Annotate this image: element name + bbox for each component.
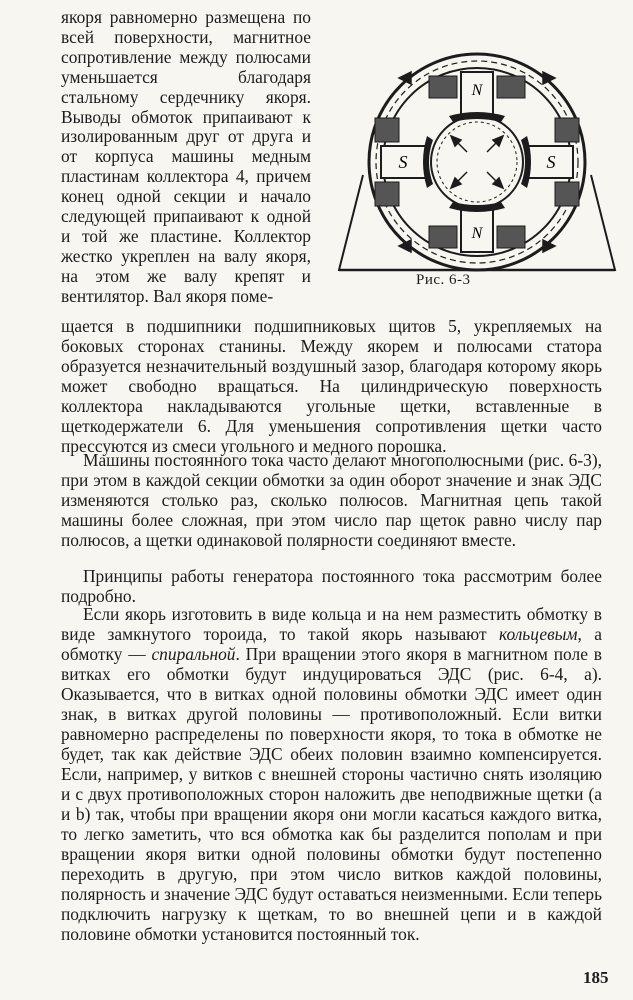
p4-part-c: . При вращении этого якоря в магнитном поле в витках его обмотки будут индуцироваться ЭДС (рис. 6-4, а). Оказывается, что в витках одной половины обмотки ЭДС имеет один знак, в витках другой половины — противоположный. Если витки равномерно распределены по поверхности якоря, то тока в обмотке не будет, так как действие ЭДС обеих половин взаимно компенсируется. Если, например, у витков с внешней стороны частично снять изоляцию и с двух противоположных сторон наложить две неподвижные щетки (а и b) так, чтобы при вращении якоря они могли касаться каждого витка, то легко заметить, что вся обмотка как бы разделится пополам и при вращении якоря витки одной половины обмотки будут постепенно переходить в другую, при этом число витков каждой половины, полярность и значение ЭДС будут оставаться неизменными. Если теперь подключить нагрузку к щеткам, то во внешней цепи и в каждой половине обмотки установится постоянный ток. (61, 644, 602, 944)
term-spiral: спиральной (151, 644, 236, 664)
p4-part-a: Если якорь изготовить в виде кольца и на нем разместить обмотку в виде замкнутого тороида, то такой якорь называют (61, 604, 602, 644)
figure-caption: Рис. 6-3 (416, 272, 471, 288)
pole-label-left: S (398, 152, 408, 172)
pole-bottom (429, 202, 525, 252)
pole-label-top: N (471, 82, 483, 99)
multipole-machine-diagram (333, 40, 621, 290)
rotor (431, 116, 523, 208)
pole-top (429, 72, 525, 122)
pole-label-right: S (546, 152, 556, 172)
p4-part-b: , а обмотку — (61, 624, 602, 664)
paragraph-3-text: Принципы работы генератора постоянного тока рассмотрим более подробно. (61, 566, 602, 606)
figure-6-3 (333, 40, 621, 290)
pole-right (521, 118, 579, 206)
paragraph-3 (61, 566, 602, 606)
pole-label-bottom: N (471, 225, 483, 242)
paragraph-2-text: Машины постоянного тока часто делают многополюсными (рис. 6-3), при этом в каждой секции обмотки за один оборот значение и знак ЭДС изменяются столько раз, сколько полюсов. Магнитная цепь такой машины более сложная, при этом число пар щеток равно числу пар полюсов, а щетки одинаковой полярности соединяют вместе. (61, 450, 602, 550)
paragraph-1 (61, 316, 602, 456)
paragraph-2 (61, 450, 602, 550)
page-number: 185 (583, 968, 609, 987)
narrow-paragraph (61, 8, 311, 307)
term-ring: кольцевым (498, 624, 578, 644)
paragraph-4-text (61, 604, 602, 944)
paragraph-4 (61, 604, 602, 944)
narrow-paragraph-text: якоря равномерно размещена по всей поверхности, магнитное сопротивление между полюсами уменьшается благодаря стальному сердечнику якоря. Выводы обмоток припаивают к изолированным друг от друга и от корпуса машины медным пластинам коллектора 4, причем конец одной секции и начало следующей припаивают к одной и той же пластине. Коллектор жестко укреплен на валу якоря, на этом же валу крепят и вентилятор. Вал якоря поме- (61, 7, 311, 306)
pole-left (375, 118, 433, 206)
paragraph-1-text: щается в подшипники подшипниковых щитов 5, укрепляемых на боковых сторонах станины. Между якорем и полюсами статора образуется незначительный воздушный зазор, благодаря которому якорь может свободно вращаться. На цилиндрическую поверхность коллектора накладываются угольные щетки, вставленные в щеткодержатели 6. Для уменьшения сопротивления щетки часто прессуются из смеси угольного и медного порошка. (61, 316, 602, 456)
